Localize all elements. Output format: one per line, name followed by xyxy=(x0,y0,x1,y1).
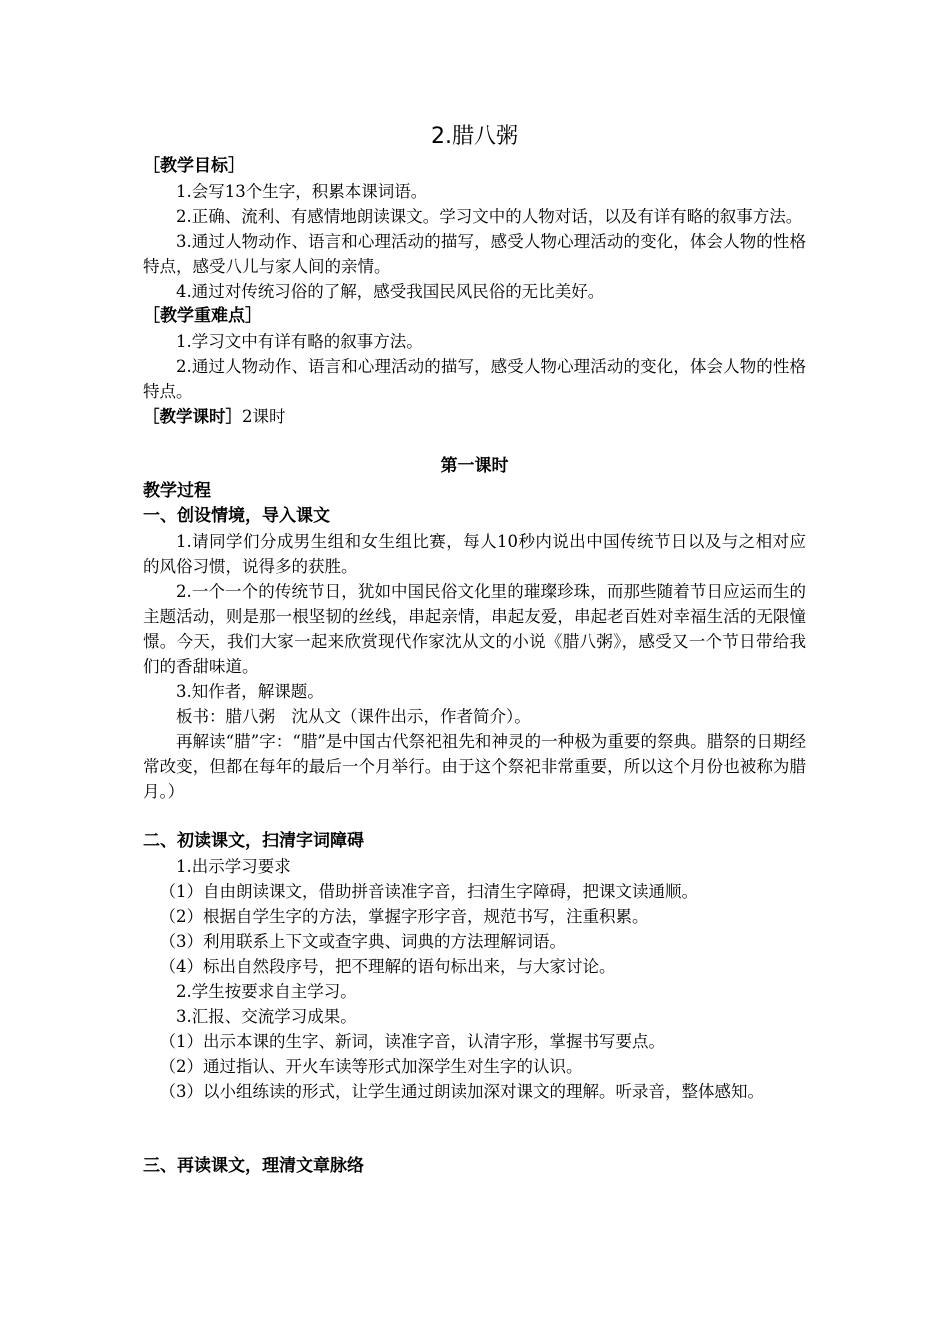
section-heading: 二、初读课文，扫清字词障碍 xyxy=(143,831,364,851)
section-paragraph: 板书：腊八粥 沈从文（课件出示，作者简介）。 xyxy=(176,707,531,726)
goals-heading: ［教学目标］ xyxy=(143,156,245,176)
page-title: 2.腊八粥 xyxy=(431,124,518,149)
section-paragraph: 1.出示学习要求 xyxy=(176,857,291,876)
result-item: （3）以小组练读的形式，让学生通过朗读加深对课文的理解。听录音，整体感知。 xyxy=(159,1082,764,1101)
key-points-heading: ［教学重难点］ xyxy=(143,306,262,326)
goal-item: 1.会写13个生字，积累本课词语。 xyxy=(176,182,428,201)
process-heading: 教学过程 xyxy=(143,481,211,501)
key-point-item: 1.学习文中有详有略的叙事方法。 xyxy=(176,332,423,351)
period-line xyxy=(143,404,806,429)
section-paragraph: 再解读“腊”字：“腊”是中国古代祭祀祖先和神灵的一种极为重要的祭典。腊祭的日期经常改变，但都在每年的最后一个月举行。由于这个祭祀非常重要，所以这个月份也被称为腊月。） xyxy=(143,732,806,801)
goal-item: 2.正确、流利、有感情地朗读课文。学习文中的人物对话，以及有详有略的叙事方法。 xyxy=(176,207,803,226)
period-value: 2课时 xyxy=(242,407,286,426)
lesson-title: 第一课时 xyxy=(440,456,509,476)
result-item: （2）通过指认、开火车读等形式加深学生对生字的认识。 xyxy=(159,1057,583,1076)
goal-item: 4.通过对传统习俗的了解，感受我国民风民俗的无比美好。 xyxy=(176,282,605,301)
requirement-item: （3）利用联系上下文或查字典、词典的方法理解词语。 xyxy=(159,932,566,951)
document-page xyxy=(143,120,806,1179)
requirement-item: （2）根据自学生字的方法，掌握字形字音，规范书写，注重积累。 xyxy=(159,907,649,926)
section-paragraph: 2.学生按要求自主学习。 xyxy=(176,982,357,1001)
section-heading: 一、创设情境，导入课文 xyxy=(143,506,330,526)
period-label: ［教学课时］ xyxy=(143,407,242,426)
requirement-item: （4）标出自然段序号，把不理解的语句标出来，与大家讨论。 xyxy=(159,957,616,976)
section-paragraph: 3.知作者，解课题。 xyxy=(176,682,324,701)
key-point-item: 2.通过人物动作、语言和心理活动的描写，感受人物心理活动的变化，体会人物的性格特点。 xyxy=(143,357,806,401)
section-paragraph: 1.请同学们分成男生组和女生组比赛，每人10秒内说出中国传统节日以及与之相对应的风俗习惯，说得多的获胜。 xyxy=(143,532,806,576)
section-paragraph: 2.一个一个的传统节日，犹如中国民俗文化里的璀璨珍珠，而那些随着节日应运而生的主题活动，则是那一根坚韧的丝线，串起亲情，串起友爱，串起老百姓对幸福生活的无限憧憬。今天，我们大家一起来欣赏现代作家沈从文的小说《腊八粥》，感受又一个节日带给我们的香甜味道。 xyxy=(143,582,806,676)
goal-item: 3.通过人物动作、语言和心理活动的描写，感受人物心理活动的变化，体会人物的性格特点，感受八儿与家人间的亲情。 xyxy=(143,232,806,276)
requirement-item: （1）自由朗读课文，借助拼音读准字音，扫清生字障碍，把课文读通顺。 xyxy=(159,882,698,901)
section-heading: 三、再读课文，理清文章脉络 xyxy=(143,1156,364,1176)
result-item: （1）出示本课的生字、新词，读准字音，认清字形，掌握书写要点。 xyxy=(159,1032,665,1051)
section-paragraph: 3.汇报、交流学习成果。 xyxy=(176,1007,357,1026)
